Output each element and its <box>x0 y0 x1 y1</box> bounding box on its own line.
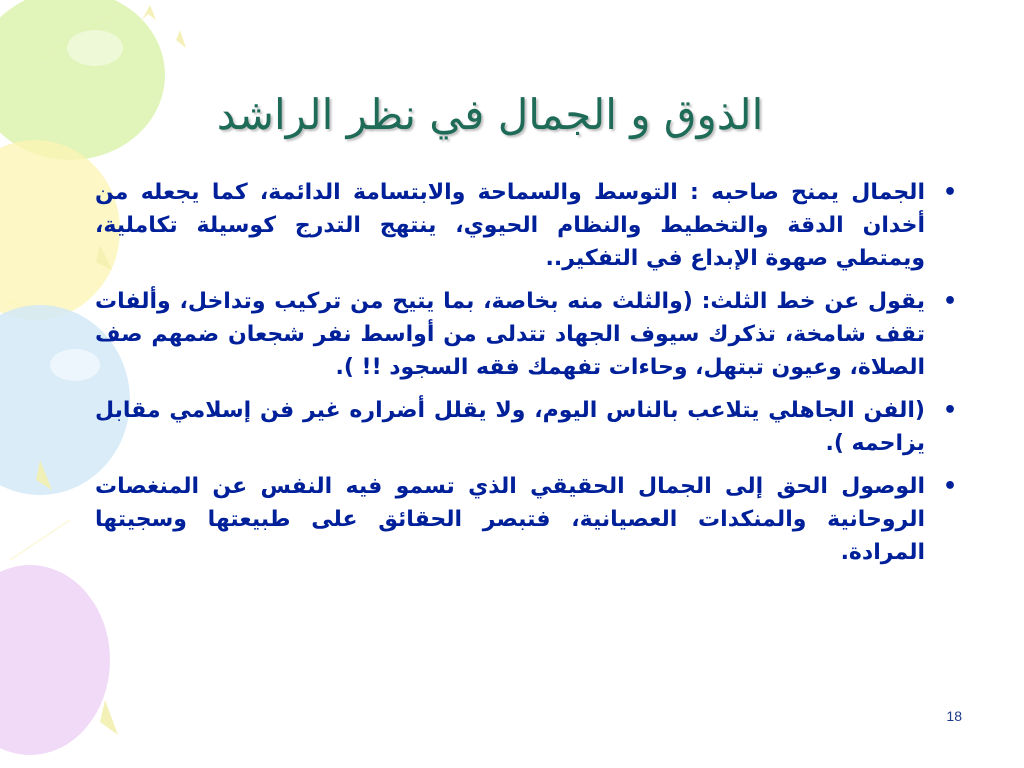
slide-title: الذوق و الجمال في نظر الراشد <box>216 90 764 139</box>
slide-number: 18 <box>946 708 962 724</box>
bullet-item <box>95 176 965 275</box>
bullet-item <box>95 285 965 384</box>
star-icon <box>142 5 156 20</box>
bullet-text: الجمال يمنح صاحبه : التوسط والسماحة والابتسامة الدائمة، كما يجعله من أخدان الدقة والتخطيط والنظام الحيوي، ينتهج التدرج كوسيلة تكاملية، ويمتطي صهوة الإبداع في التفكير.. <box>95 180 925 271</box>
star-icon <box>100 700 118 735</box>
bullet-text: يقول عن خط الثلث: (والثلث منه بخاصة، بما يتيح من تركيب وتداخل، وألفات تقف شامخة، تذكرك سيوف الجهاد تتدلى من أواسط نفر شجعان ضمهم صف الصلاة، وعيون تبتهل، وحاءات تفهمك فقه السجود !! ). <box>95 289 925 380</box>
star-icon <box>176 30 186 48</box>
bullet-icon: • <box>942 180 957 205</box>
bullet-icon: • <box>942 289 957 314</box>
balloon-icon <box>0 0 165 160</box>
bullet-icon: • <box>942 398 957 423</box>
bullet-item <box>95 394 965 460</box>
bullet-item <box>95 470 965 569</box>
bullet-list <box>95 176 965 579</box>
bullet-text: (الفن الجاهلي يتلاعب بالناس اليوم، ولا يقلل أضراره غير فن إسلامي مقابل يزاحمه ). <box>95 398 925 456</box>
balloon-icon <box>0 565 110 755</box>
bullet-text: الوصول الحق إلى الجمال الحقيقي الذي تسمو فيه النفس عن المنغصات الروحانية والمنكدات العصيانية، فتبصر الحقائق على طبيعتها وسجيتها المرادة. <box>95 474 925 565</box>
bullet-icon: • <box>942 474 957 499</box>
